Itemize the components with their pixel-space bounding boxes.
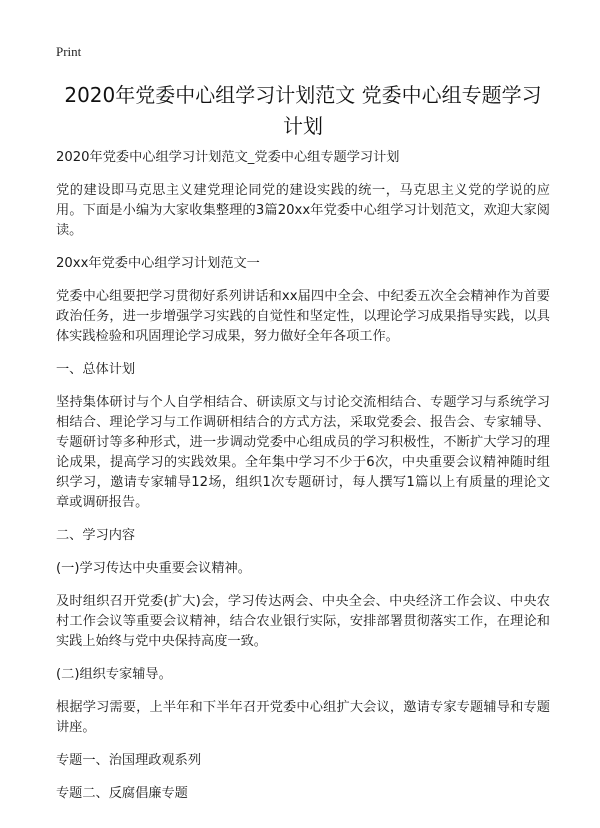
- paragraph-expert-guidance: 根据学习需要，上半年和下半年召开党委中心组扩大会议，邀请专家专题辅导和专题讲座。: [56, 700, 550, 735]
- page-title: 2020年党委中心组学习计划范文 党委中心组专题学习计划: [64, 83, 542, 138]
- section-heading-sample-one: 20xx年党委中心组学习计划范文一: [56, 256, 260, 271]
- paragraph-overall-plan: 坚持集体研讨与个人自学相结合、研读原文与讨论交流相结合、专题学习与系统学习相结合、理论学习与工作调研相结合的方式方法，采取党委会、报告会、专家辅导、专题研讨等多种形式，进一步调动党委中心组成员的学习积极性，不断扩大学习的理论成果，提高学习的实践效果。全年集中学习不少于6次，中央重要会议精神随时组织学习，邀请专家辅导12场，组织1次专题研讨，每人撰写1篇以上有质量的理论文章或调研报告。: [56, 395, 550, 510]
- subheading-meeting-spirit: (一)学习传达中央重要会议精神。: [56, 561, 251, 576]
- intro-paragraph: 党的建设即马克思主义建党理论同党的建设实践的统一，马克思主义党的学说的应用。下面是小编为大家收集整理的3篇20xx年党委中心组学习计划范文，欢迎大家阅读。: [56, 183, 550, 238]
- topic-two: 专题二、反腐倡廉专题: [56, 786, 188, 801]
- section-heading-overall-plan: 一、总体计划: [56, 362, 136, 377]
- paragraph-task: 党委中心组要把学习贯彻好系列讲话和xx届四中全会、中纪委五次全会精神作为首要政治任务，进一步增强学习实践的自觉性和坚定性，以理论学习成果指导实践，以具体实践检验和巩固理论学习成果，努力做好全年各项工作。: [56, 289, 550, 344]
- subtitle-line: 2020年党委中心组学习计划范文_党委中心组专题学习计划: [56, 150, 400, 165]
- print-link[interactable]: Print: [56, 44, 82, 59]
- document-body: [56, 148, 550, 817]
- topic-one: 专题一、治国理政观系列: [56, 753, 202, 768]
- paragraph-meeting-spirit: 及时组织召开党委(扩大)会，学习传达两会、中央全会、中央经济工作会议、中央农村工作会议等重要会议精神，结合农业银行实际，安排部署贯彻落实工作，在理论和实践上始终与党中央保持高度一致。: [56, 594, 550, 649]
- subheading-expert-guidance: (二)组织专家辅导。: [56, 667, 172, 682]
- section-heading-content: 二、学习内容: [56, 528, 136, 543]
